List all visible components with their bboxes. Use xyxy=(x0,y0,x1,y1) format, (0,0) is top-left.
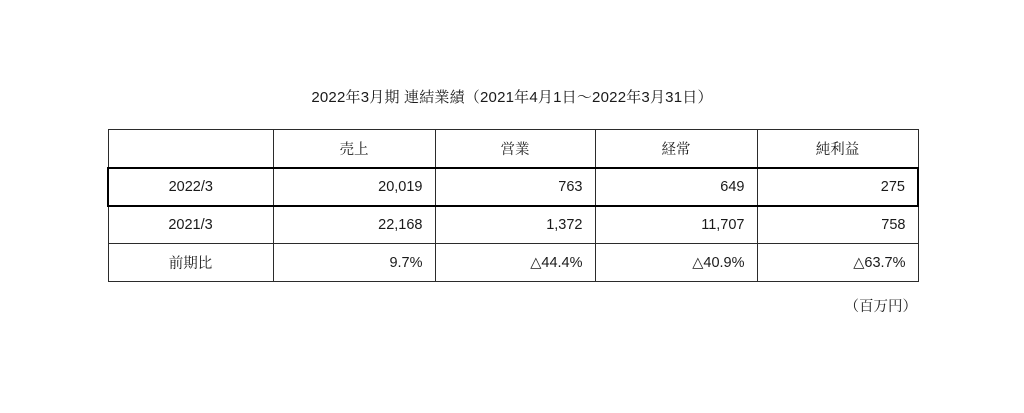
column-header-net-income: 純利益 xyxy=(757,130,918,168)
row-label: 2022/3 xyxy=(108,168,273,206)
column-header-operating: 営業 xyxy=(435,130,595,168)
unit-note: （百万円） xyxy=(844,299,917,315)
cell-sales: 20,019 xyxy=(273,168,435,206)
page-title: 2022年3月期 連結業績（2021年4月1日〜2022年3月31日） xyxy=(311,89,713,106)
row-label: 前期比 xyxy=(108,244,273,282)
column-header-ordinary: 経常 xyxy=(595,130,757,168)
column-header-blank xyxy=(108,130,273,168)
column-header-sales: 売上 xyxy=(273,130,435,168)
cell-net-income: △63.7% xyxy=(757,244,918,282)
cell-ordinary: 11,707 xyxy=(595,206,757,244)
cell-operating: △44.4% xyxy=(435,244,595,282)
table-body xyxy=(108,168,918,282)
table-row xyxy=(108,206,918,244)
table-header xyxy=(108,130,918,168)
cell-ordinary: △40.9% xyxy=(595,244,757,282)
cell-ordinary: 649 xyxy=(595,168,757,206)
cell-net-income: 758 xyxy=(757,206,918,244)
consolidated-results-table xyxy=(107,129,919,282)
cell-sales: 22,168 xyxy=(273,206,435,244)
cell-net-income: 275 xyxy=(757,168,918,206)
table-header-row xyxy=(108,130,918,168)
row-label: 2021/3 xyxy=(108,206,273,244)
cell-sales: 9.7% xyxy=(273,244,435,282)
table-row xyxy=(108,168,918,206)
cell-operating: 763 xyxy=(435,168,595,206)
cell-operating: 1,372 xyxy=(435,206,595,244)
table-row xyxy=(108,244,918,282)
results-table-container xyxy=(107,129,917,282)
